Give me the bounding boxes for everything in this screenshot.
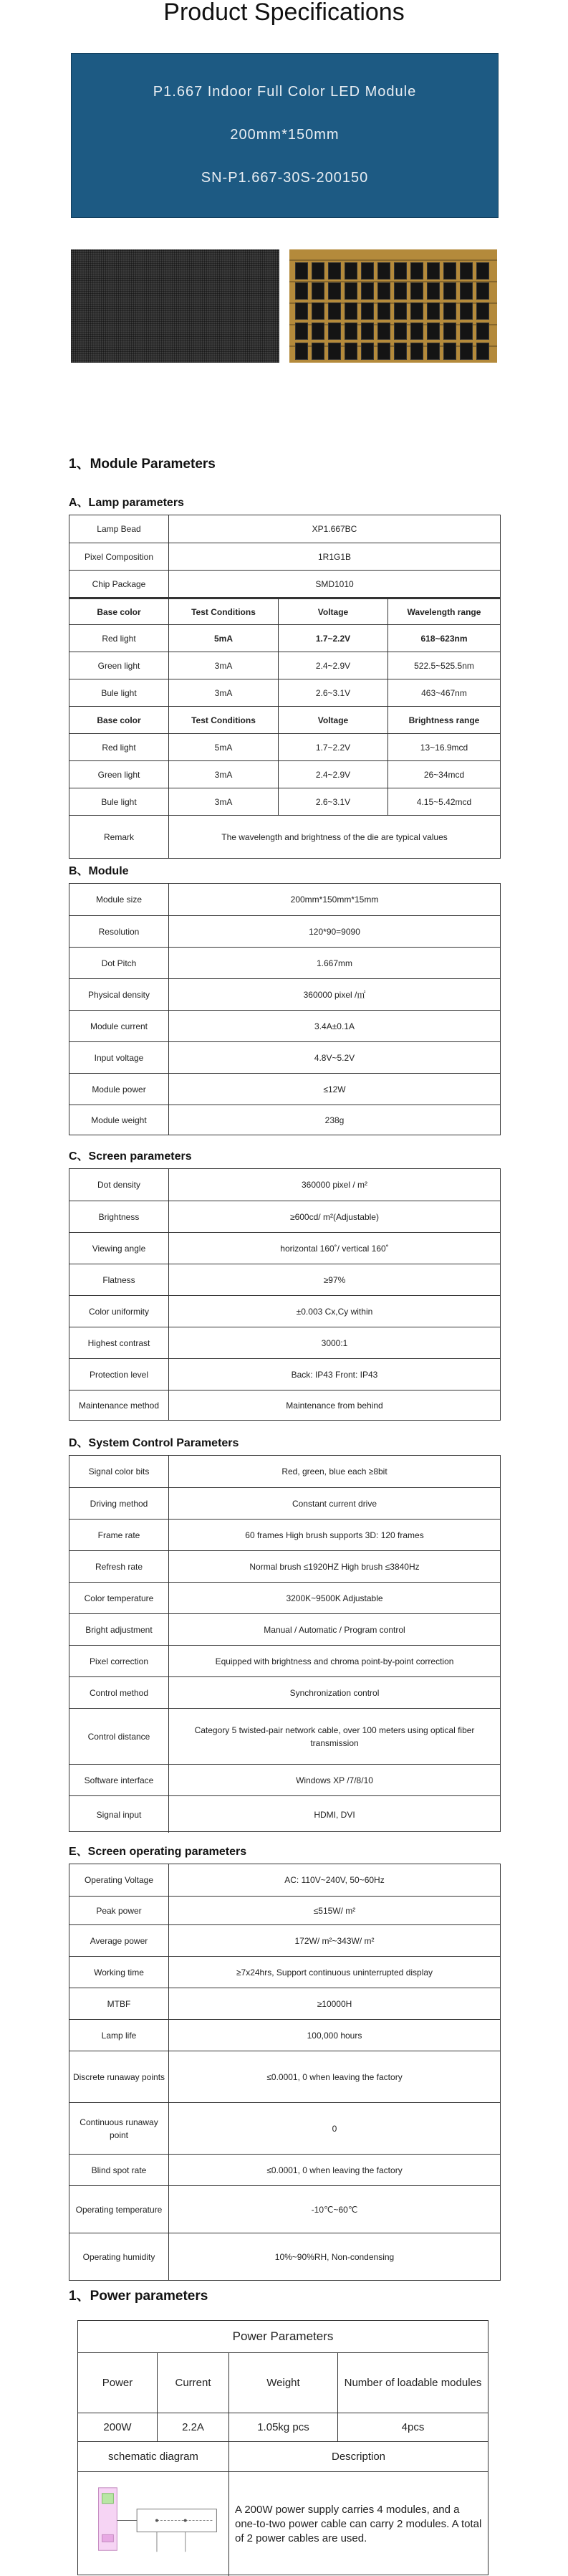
driver-chip [345,262,357,280]
row-label: Operating temperature [75,2204,163,2215]
row-label: Peak power [96,1905,142,1916]
row-label: Chip Package [92,578,146,589]
row-label: Module weight [91,1115,147,1125]
banner-serial: SN-P1.667-30S-200150 [201,170,369,186]
row-value: 60 frames High brush supports 3D: 120 frames [168,1520,500,1550]
driver-chip [394,302,407,320]
row-label: Dot Pitch [101,958,137,968]
row-value: ≤0.0001, 0 when leaving the factory [168,2051,500,2102]
row-value: ≤0.0001, 0 when leaving the factory [168,2155,500,2185]
wiring-diagram-icon [78,2472,228,2576]
driver-chip [361,323,374,340]
row-value: Normal brush ≤1920HZ High brush ≤3840Hz [168,1551,500,1582]
driver-chip [427,343,440,360]
driver-chip [394,282,407,300]
screen-parameters-table [69,1168,501,1421]
driver-chip [328,262,341,280]
driver-chip [328,282,341,300]
row-label: Module power [92,1084,146,1094]
driver-chip [427,323,440,340]
row-value: AC: 110V~240V, 50~60Hz [168,1864,500,1896]
banner-size: 200mm*150mm [230,127,340,143]
driver-chip [427,262,440,280]
table-row [69,1390,500,1420]
module-front-photo [71,249,279,363]
power-title-row [78,2321,488,2352]
table-row [69,1010,500,1041]
row-label: Viewing angle [92,1243,146,1254]
row-label: Flatness [102,1274,135,1285]
power-value-row [78,2413,488,2441]
condition-cell: 3mA [168,788,278,815]
driver-chip [476,323,489,340]
row-value: 10%~90%RH, Non-condensing [168,2233,500,2280]
row-label: Average power [90,1935,148,1946]
row-value: 1.667mm [168,948,500,978]
row-value: Windows XP /7/8/10 [168,1765,500,1795]
row-label: Continuous runaway point [80,2117,158,2140]
table-row [69,1896,500,1924]
row-label: Input voltage [94,1052,144,1063]
driver-chip [295,282,308,300]
row-label: Module size [95,895,143,905]
row-value: Equipped with brightness and chroma point-by-point correction [168,1646,500,1676]
table-row [69,1764,500,1795]
color-cell: Red light [102,742,136,753]
table-row [69,515,500,543]
table-row [69,1613,500,1645]
power-description: A 200W power supply carries 4 modules, and a one-to-two power cable can carry 2 modules. A total of 2 power cables are used. [228,2472,488,2576]
row-value: XP1.667BC [168,515,500,543]
remark-value: The wavelength and brightness of the die are typical values [168,816,500,858]
section-power-parameters: 1、Power parameters [69,2289,208,2304]
driver-chip [460,323,473,340]
pcb-trace [289,259,497,261]
module-table [69,883,501,1135]
table-row [69,2185,500,2233]
row-value: Maintenance from behind [168,1390,500,1420]
row-value: 0 [168,2103,500,2154]
driver-chip [312,302,324,320]
row-value: Constant current drive [168,1488,500,1519]
table-row [69,1105,500,1135]
driver-chip [328,302,341,320]
row-value: 360000 pixel / m² [168,1169,500,1201]
row-label: Control method [89,1687,149,1698]
header-cell: Test Conditions [168,599,278,624]
driver-chip [476,302,489,320]
table-row [69,1582,500,1613]
color-cell: Green light [97,769,140,780]
table-row [69,679,500,706]
table-row [69,1169,500,1201]
driver-chip [443,323,456,340]
row-label: Resolution [98,926,140,937]
table-row [69,760,500,788]
header-cell: Base color [97,715,141,725]
table-row [69,978,500,1010]
row-label: Signal color bits [88,1466,150,1477]
power-table-title: Power Parameters [232,2329,334,2343]
driver-chip [410,282,423,300]
row-label: Pixel correction [89,1656,149,1666]
header-cell: Current [157,2353,228,2413]
screen-parameters-title: C、Screen parameters [69,1150,192,1163]
row-value: ≥600cd/ m²(Adjustable) [168,1201,500,1232]
table-row [69,1708,500,1764]
table-row [69,1550,500,1582]
driver-chip [410,302,423,320]
modules-value: 4pcs [337,2413,488,2441]
row-value: 200mm*150mm*15mm [168,884,500,915]
driver-chip [443,343,456,360]
header-cell: Voltage [278,599,388,624]
table-row [69,1956,500,1988]
row-label: Bright adjustment [85,1624,153,1635]
power-detail-row [78,2471,488,2576]
row-label: Protection level [89,1369,149,1380]
section-module-parameters: 1、Module Parameters [69,457,216,472]
table-row [69,1358,500,1390]
driver-chip [476,282,489,300]
driver-chip [460,343,473,360]
condition-cell: 3mA [168,652,278,679]
color-cell: Bule light [101,687,137,698]
driver-chip [377,262,390,280]
driver-chip [345,323,357,340]
operating-parameters-table [69,1864,501,2281]
table-row [69,884,500,915]
product-banner [71,53,499,218]
driver-chip [394,343,407,360]
header-cell: Wavelength range [388,599,500,624]
header-cell: Power [102,2376,133,2389]
current-value: 2.2A [157,2413,228,2441]
table-row [69,1073,500,1105]
table-row [69,624,500,652]
header-cell: Base color [97,606,141,617]
range-cell: 522.5~525.5nm [388,652,500,679]
table-row [69,1864,500,1896]
row-value: horizontal 160˚/ vertical 160˚ [168,1233,500,1264]
schematic-label: schematic diagram [108,2450,198,2463]
driver-chip [410,343,423,360]
range-cell: 13~16.9mcd [388,734,500,760]
driver-chip [361,262,374,280]
table-row [69,1264,500,1295]
remark-row [69,815,500,858]
table-row [69,570,500,597]
row-value: 172W/ m²~343W/ m² [168,1925,500,1956]
driver-chip [460,282,473,300]
driver-chip [394,323,407,340]
table-row [69,652,500,679]
condition-cell: 5mA [168,625,278,652]
row-value: ≥97% [168,1264,500,1295]
voltage-cell: 1.7~2.2V [278,734,388,760]
driver-chip [312,323,324,340]
row-label: Pixel Composition [84,551,154,562]
driver-chip [443,282,456,300]
row-label: Color uniformity [88,1306,150,1317]
schematic-diagram [78,2472,228,2576]
driver-chip [328,323,341,340]
remark-label: Remark [103,831,134,842]
driver-chip [443,262,456,280]
lamp-parameters-title: A、Lamp parameters [69,497,184,509]
driver-chip [312,262,324,280]
driver-chip [361,282,374,300]
row-label: Working time [94,1967,144,1978]
header-cell: Voltage [278,707,388,733]
table-row [69,2102,500,2154]
row-label: Frame rate [97,1530,140,1540]
row-label: Refresh rate [95,1561,143,1572]
operating-parameters-title: E、Screen operating parameters [69,1846,247,1858]
row-value: ≤515W/ m² [168,1897,500,1924]
condition-cell: 3mA [168,679,278,706]
table-row [69,788,500,815]
row-label: Discrete runaway points [72,2071,165,2082]
header-cell: Weight [228,2353,337,2413]
driver-chip [295,302,308,320]
voltage-cell: 2.6~3.1V [278,679,388,706]
row-value: SMD1010 [168,571,500,597]
table-row [69,1456,500,1487]
power-value: 200W [103,2420,132,2433]
header-cell: Test Conditions [168,707,278,733]
module-title: B、Module [69,865,129,877]
table-row [69,2019,500,2051]
driver-chip [427,302,440,320]
condition-cell: 5mA [168,734,278,760]
table-row [69,2051,500,2102]
row-value: Synchronization control [168,1677,500,1708]
row-value: Back: IP43 Front: IP43 [168,1359,500,1390]
row-value: 4.8V~5.2V [168,1042,500,1073]
row-label: Control distance [87,1731,150,1742]
row-value: 3200K~9500K Adjustable [168,1583,500,1613]
row-value: HDMI, DVI [168,1796,500,1833]
table-row [69,2233,500,2280]
color-cell: Red light [102,633,136,644]
weight-value: 1.05kg pcs [228,2413,337,2441]
driver-chip [361,302,374,320]
voltage-cell: 2.4~2.9V [278,761,388,788]
table-row [69,1327,500,1358]
row-label: Brightness [98,1211,140,1222]
color-cell: Green light [97,660,140,671]
brightness-header-row [69,706,500,733]
row-value: 120*90=9090 [168,916,500,947]
driver-chip [312,282,324,300]
row-value: ±0.003 Cx,Cy within [168,1296,500,1327]
header-cell: Number of loadable modules [337,2353,488,2413]
table-row [69,1795,500,1833]
row-value: 1R1G1B [168,543,500,570]
row-value: 100,000 hours [168,2020,500,2051]
driver-chip [443,302,456,320]
voltage-cell: 2.4~2.9V [278,652,388,679]
row-label: Operating humidity [82,2251,155,2262]
table-row [69,1295,500,1327]
voltage-cell: 2.6~3.1V [278,788,388,815]
row-value: Category 5 twisted-pair network cable, over 100 meters using optical fiber transmission [168,1709,500,1764]
range-cell: 463~467nm [388,679,500,706]
row-value: 3.4A±0.1A [168,1011,500,1041]
driver-chip [295,323,308,340]
table-row [69,2154,500,2185]
header-cell: Brightness range [388,707,500,733]
row-label: Driving method [90,1498,148,1509]
driver-chip [295,262,308,280]
driver-chip [377,323,390,340]
row-label: Lamp life [101,2030,137,2041]
driver-chip [377,302,390,320]
driver-chip [377,343,390,360]
table-row [69,1676,500,1708]
driver-chip [460,302,473,320]
color-cell: Bule light [101,796,137,807]
row-value: 3000:1 [168,1327,500,1358]
power-header-row [78,2352,488,2413]
driver-chip [410,262,423,280]
power-subheader-row [78,2441,488,2471]
table-row [69,1201,500,1232]
driver-chip [460,262,473,280]
table-row [69,1487,500,1519]
row-label: Color temperature [84,1593,154,1603]
driver-chip [328,343,341,360]
row-value: Manual / Automatic / Program control [168,1614,500,1645]
module-back-photo [289,249,497,363]
description-label: Description [228,2442,488,2471]
driver-chip [476,343,489,360]
table-row [69,1232,500,1264]
row-label: Blind spot rate [91,2165,147,2175]
table-row [69,947,500,978]
row-label: Software interface [84,1775,154,1785]
row-value: ≤12W [168,1074,500,1105]
page-title: Product Specifications [163,0,405,26]
range-cell: 618~623nm [388,625,500,652]
row-label: Highest contrast [87,1337,150,1348]
range-cell: 26~34mcd [388,761,500,788]
driver-chip [394,262,407,280]
system-control-title: D、System Control Parameters [69,1437,239,1449]
wavelength-header-row [69,597,500,624]
row-label: Physical density [87,989,150,1000]
condition-cell: 3mA [168,761,278,788]
table-row [69,1924,500,1956]
system-control-table [69,1455,501,1832]
driver-chip [361,343,374,360]
power-parameters-table [77,2320,488,2575]
table-row [69,1645,500,1676]
row-label: Operating Voltage [84,1875,154,1885]
table-row [69,543,500,570]
row-label: Signal input [96,1809,142,1820]
row-value: ≥7x24hrs, Support continuous uninterrupted display [168,1957,500,1988]
row-value: -10℃~60℃ [168,2186,500,2233]
table-row [69,1519,500,1550]
driver-chip [345,282,357,300]
table-row [69,915,500,947]
row-label: MTBF [107,1998,131,2009]
driver-chip [427,282,440,300]
row-value: 360000 pixel /㎡ [168,979,500,1010]
row-value: ≥10000H [168,1988,500,2019]
lamp-parameters-table [69,515,501,859]
row-value: 238g [168,1105,500,1135]
row-label: Maintenance method [78,1400,160,1411]
table-row [69,1041,500,1073]
driver-chip [295,343,308,360]
row-value: Red, green, blue each ≥8bit [168,1456,500,1487]
row-label: Module current [90,1021,148,1031]
driver-chip [476,262,489,280]
driver-chip [377,282,390,300]
banner-product-name: P1.667 Indoor Full Color LED Module [153,84,417,100]
row-label: Lamp Bead [97,524,141,534]
range-cell: 4.15~5.42mcd [388,788,500,815]
driver-chip [312,343,324,360]
row-label: Dot density [97,1180,141,1190]
driver-chip [345,343,357,360]
table-row [69,1988,500,2019]
driver-chip [410,323,423,340]
driver-chip [345,302,357,320]
voltage-cell: 1.7~2.2V [278,625,388,652]
table-row [69,733,500,760]
